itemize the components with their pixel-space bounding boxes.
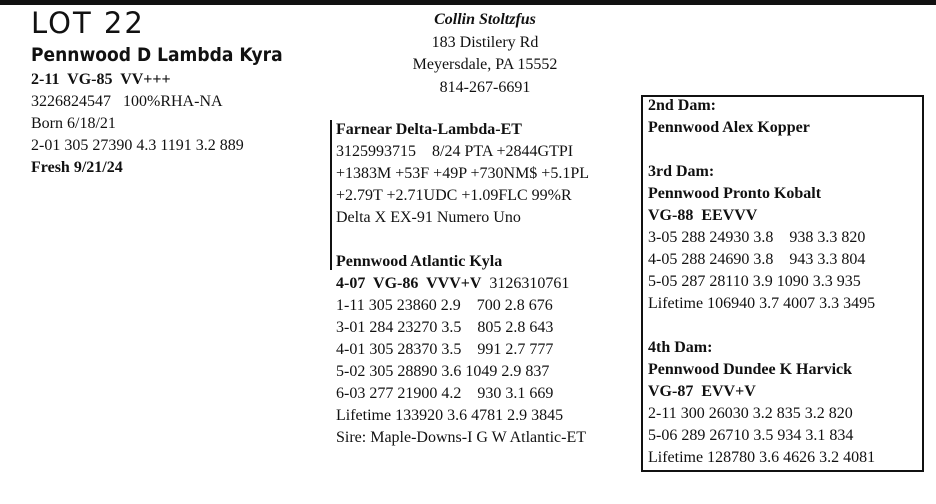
- maternal-line: [648, 95, 875, 469]
- animal-id: 3226824547 100%RHA-NA: [31, 93, 223, 110]
- fourth-dam-lifetime: Lifetime 128780 3.6 4626 3.2 4081: [648, 449, 876, 466]
- dam-sire: Sire: Maple-Downs-I G W Atlantic-ET: [336, 429, 587, 446]
- dam-record: 6-03 277 21900 4.2 930 3.1 669: [336, 385, 554, 402]
- animal-classification: 2-11 VG-85 VV+++: [31, 71, 171, 88]
- sire-name: Farnear Delta-Lambda-ET: [336, 121, 522, 138]
- third-dam-lifetime: Lifetime 106940 3.7 4007 3.3 3495: [648, 295, 876, 312]
- third-dam-classification: VG-88 EEVVV: [648, 207, 758, 224]
- third-dam-name: Pennwood Pronto Kobalt: [648, 185, 822, 202]
- consignor-city: Meyersdale, PA 15552: [412, 56, 558, 73]
- spacer: [648, 139, 875, 161]
- fourth-dam-record: 2-11 300 26030 3.2 835 3.2 820: [648, 405, 853, 422]
- dam-name: Pennwood Atlantic Kyla: [336, 253, 503, 270]
- dam-record: 1-11 305 23860 2.9 700 2.8 676: [336, 297, 553, 314]
- dam-classification: 4-07 VG-86 VVV+V: [336, 275, 482, 292]
- sire-line: 3125993715 8/24 PTA +2844GTPI: [336, 143, 574, 160]
- animal-name: Pennwood D Lambda Kyra: [31, 44, 283, 66]
- consignor-phone: 814-267-6691: [439, 78, 531, 96]
- dam-classification-line: [336, 273, 589, 295]
- spacer: [336, 229, 589, 251]
- consignor-name: Collin Stoltzfus: [434, 11, 536, 28]
- sire-line: +1383M +53F +49P +730NM$ +5.1PL: [336, 165, 589, 182]
- sire-line: +2.79T +2.71UDC +1.09FLC 99%R: [336, 187, 572, 204]
- fourth-dam-classification: VG-87 EVV+V: [648, 383, 756, 400]
- fourth-dam-name: Pennwood Dundee K Harvick: [648, 361, 853, 378]
- pedigree-bracket: [330, 120, 332, 270]
- top-rule: [0, 0, 936, 5]
- third-dam-record: 4-05 288 24690 3.8 943 3.3 804: [648, 251, 866, 268]
- sire-dam-block: [336, 119, 589, 449]
- consignor-block: [385, 9, 585, 99]
- dam-record: 4-01 305 28370 3.5 991 2.7 777: [336, 341, 554, 358]
- animal-fresh: Fresh 9/21/24: [31, 159, 123, 176]
- third-dam-label: 3rd Dam:: [648, 163, 715, 180]
- dam-id: 3126310761: [481, 275, 570, 292]
- sire-line: Delta X EX-91 Numero Uno: [336, 209, 521, 226]
- spacer: [648, 315, 875, 337]
- third-dam-record: 3-05 288 24930 3.8 938 3.3 820: [648, 229, 866, 246]
- dam-lifetime: Lifetime 133920 3.6 4781 2.9 3845: [336, 407, 564, 424]
- fourth-dam-record: 5-06 289 26710 3.5 934 3.1 834: [648, 427, 854, 444]
- fourth-dam-label: 4th Dam:: [648, 339, 713, 356]
- lot-number: LOT 22: [31, 6, 145, 40]
- third-dam-record: 5-05 287 28110 3.9 1090 3.3 935: [648, 273, 861, 290]
- dam-record: 3-01 284 23270 3.5 805 2.8 643: [336, 319, 554, 336]
- dam-record: 5-02 305 28890 3.6 1049 2.9 837: [336, 363, 550, 380]
- animal-born: Born 6/18/21: [31, 115, 116, 132]
- animal-details: [31, 69, 244, 179]
- animal-record: 2-01 305 27390 4.3 1191 3.2 889: [31, 137, 244, 154]
- consignor-street: 183 Distilery Rd: [431, 33, 539, 51]
- second-dam-name: Pennwood Alex Kopper: [648, 119, 810, 136]
- second-dam-label: 2nd Dam:: [648, 97, 717, 114]
